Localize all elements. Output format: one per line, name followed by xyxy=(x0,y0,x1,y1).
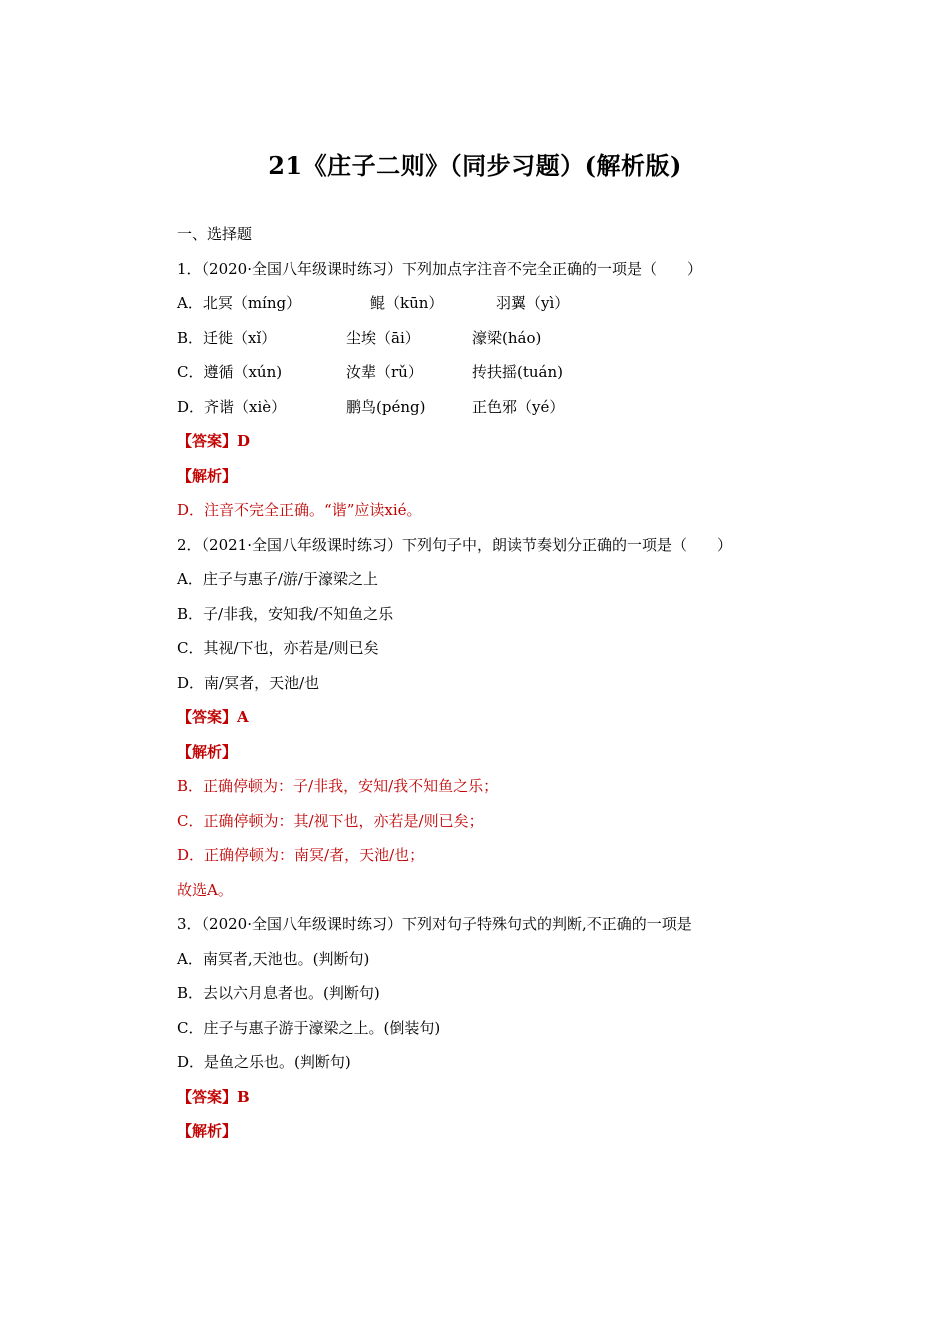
question-3-analysis-label: 【解析】 xyxy=(177,1122,238,1140)
question-1-answer: 【答案】D xyxy=(177,432,251,450)
question-2-option-b: B．子/非我，安知我/不知鱼之乐 xyxy=(177,605,394,623)
section-heading: 一、选择题 xyxy=(177,225,253,243)
option-d-item-3: 正色邪（yé） xyxy=(472,398,565,416)
question-3-option-b: B．去以六月息者也。(判断句) xyxy=(177,984,380,1002)
question-2-analysis-label: 【解析】 xyxy=(177,743,238,761)
option-c-item-1: C．遵循（xún) xyxy=(177,363,283,381)
question-3-answer: 【答案】B xyxy=(177,1088,250,1106)
question-2-analysis-line-b: B．正确停顿为：子/非我，安知/我不知鱼之乐； xyxy=(177,777,499,795)
question-2-analysis-line-d: D．正确停顿为：南冥/者，天池/也； xyxy=(177,846,425,864)
question-3-option-c: C．庄子与惠子游于濠梁之上。(倒装句) xyxy=(177,1019,441,1037)
question-1-analysis-label: 【解析】 xyxy=(177,467,238,485)
option-d-item-1: D．齐谐（xiè） xyxy=(177,398,287,416)
question-3-option-d: D．是鱼之乐也。(判断句) xyxy=(177,1053,351,1071)
question-2-option-a: A．庄子与惠子/游/于濠梁之上 xyxy=(177,570,378,588)
option-c-item-2: 汝辈（rǔ） xyxy=(346,363,423,381)
question-1-analysis-line: D．注音不完全正确。“谐”应读xié。 xyxy=(177,501,422,519)
page-title: 21《庄子二则》（同步习题）(解析版) xyxy=(268,151,682,180)
question-2-conclusion: 故选A。 xyxy=(177,881,233,899)
option-b-item-3: 濠梁(háo) xyxy=(472,329,542,347)
question-3-option-a: A．南冥者,天池也。(判断句) xyxy=(177,950,370,968)
question-2-option-c: C．其视/下也，亦若是/则已矣 xyxy=(177,639,379,657)
option-a-item-3: 羽翼（yì） xyxy=(496,294,570,312)
option-b-item-2: 尘埃（āi） xyxy=(346,329,420,347)
question-1-stem: 1．（2020·全国八年级课时练习）下列加点字注音不完全正确的一项是（ ） xyxy=(177,260,702,278)
question-2-option-d: D．南/冥者，天池/也 xyxy=(177,674,320,692)
question-2-analysis-line-c: C．正确停顿为：其/视下也，亦若是/则已矣； xyxy=(177,812,484,830)
option-c-item-3: 抟扶摇(tuán) xyxy=(472,363,563,381)
question-2-stem: 2．（2021·全国八年级课时练习）下列句子中，朗读节奏划分正确的一项是（ ） xyxy=(177,536,732,554)
question-2-answer: 【答案】A xyxy=(177,708,249,726)
option-b-item-1: B．迁徙（xǐ） xyxy=(177,329,277,347)
option-a-item-2: 鲲（kūn） xyxy=(370,294,444,312)
option-a-item-1: A．北冥（míng） xyxy=(177,294,302,312)
option-d-item-2: 鹏鸟(péng) xyxy=(346,398,426,416)
question-3-stem: 3．（2020·全国八年级课时练习）下列对句子特殊句式的判断,不正确的一项是 xyxy=(177,915,692,933)
